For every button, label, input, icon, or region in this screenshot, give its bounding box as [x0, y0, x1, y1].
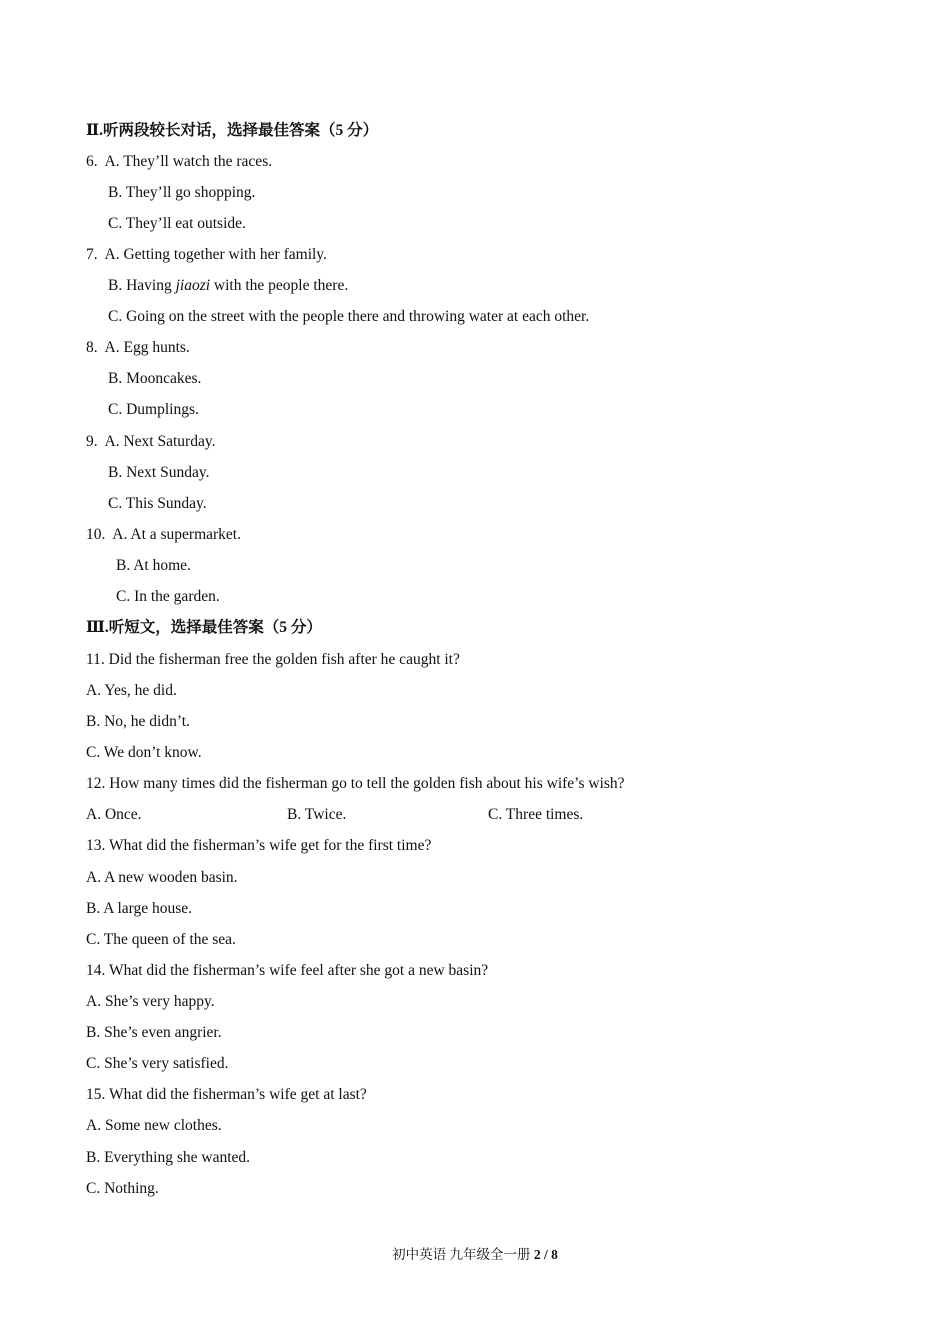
question-7-option-b: B. Having jiaozi with the people there.	[108, 277, 349, 294]
question-6-option-c: C. They’ll eat outside.	[108, 215, 246, 232]
question-15-option-c: C. Nothing.	[86, 1180, 159, 1197]
section-2-numeral: Ⅱ	[86, 122, 100, 139]
question-6-option-b: B. They’ll go shopping.	[108, 184, 256, 201]
question-10-option-a: A. At a supermarket.	[112, 526, 241, 543]
question-9-option-a: A. Next Saturday.	[104, 433, 216, 450]
question-10	[86, 525, 241, 545]
question-8-option-b: B. Mooncakes.	[108, 370, 202, 387]
question-13-option-b: B. A large house.	[86, 900, 193, 917]
question-13-option-c: C. The queen of the sea.	[86, 931, 236, 948]
question-12-option-b: B. Twice.	[287, 806, 347, 823]
question-11-stem: 11. Did the fisherman free the golden fish after he caught it?	[86, 651, 460, 668]
question-9-option-c: C. This Sunday.	[108, 495, 207, 512]
question-13-stem: 13. What did the fisherman’s wife get for the first time?	[86, 837, 432, 854]
question-10-option-c: C. In the garden.	[116, 588, 220, 605]
question-14-option-b: B. She’s even angrier.	[86, 1024, 222, 1041]
section-3-heading	[86, 618, 322, 638]
question-7	[86, 245, 327, 265]
question-6	[86, 152, 272, 172]
question-12-option-a: A. Once.	[86, 806, 142, 823]
question-7-option-c: C. Going on the street with the people there and throwing water at each other.	[108, 308, 590, 325]
question-8-option-c: C. Dumplings.	[108, 401, 199, 418]
question-8-number: 8.	[86, 339, 98, 356]
section-3-title: .听短文，选择最佳答案（	[104, 619, 280, 636]
question-12-option-c: C. Three times.	[488, 806, 584, 823]
section-3-unit: 分）	[287, 619, 322, 636]
section-2-title: .听两段较长对话，选择最佳答案（	[99, 122, 336, 139]
question-14-option-c: C. She’s very satisfied.	[86, 1055, 229, 1072]
question-8	[86, 338, 190, 358]
question-9	[86, 432, 215, 452]
page-number: 2	[533, 1247, 541, 1262]
question-15-option-b: B. Everything she wanted.	[86, 1149, 251, 1166]
question-7-number: 7.	[86, 246, 98, 263]
question-6-option-a: A. They’ll watch the races.	[104, 153, 273, 170]
question-11-option-a: A. Yes, he did.	[86, 682, 177, 699]
section-2-heading	[86, 121, 378, 141]
question-14-stem: 14. What did the fisherman’s wife feel after she got a new basin?	[86, 962, 489, 979]
question-10-option-b: B. At home.	[116, 557, 191, 574]
question-11-option-c: C. We don’t know.	[86, 744, 202, 761]
question-9-number: 9.	[86, 433, 98, 450]
section-2-unit: 分）	[343, 122, 379, 139]
question-13-option-a: A. A new wooden basin.	[86, 869, 238, 886]
footer-text: 初中英语 九年级全一册	[392, 1247, 534, 1262]
question-9-option-b: B. Next Sunday.	[108, 464, 210, 481]
jiaozi-term: jiaozi	[175, 277, 211, 294]
question-12-stem: 12. How many times did the fisherman go to tell the golden fish about his wife’s wish?	[86, 775, 625, 792]
question-8-option-a: A. Egg hunts.	[104, 339, 190, 356]
page-footer	[0, 1246, 950, 1264]
question-14-option-a: A. She’s very happy.	[86, 993, 215, 1010]
question-7-option-a: A. Getting together with her family.	[104, 246, 327, 263]
section-3-numeral: Ⅲ	[86, 619, 105, 636]
section-2-points: 5	[335, 122, 344, 139]
question-15-option-a: A. Some new clothes.	[86, 1117, 222, 1134]
question-11-option-b: B. No, he didn’t.	[86, 713, 190, 730]
section-3-points: 5	[279, 619, 288, 636]
question-15-stem: 15. What did the fisherman’s wife get at last?	[86, 1086, 367, 1103]
question-10-number: 10.	[86, 526, 106, 543]
question-6-number: 6.	[86, 153, 98, 170]
page-separator: /	[540, 1247, 552, 1262]
page-total: 8	[551, 1247, 558, 1262]
